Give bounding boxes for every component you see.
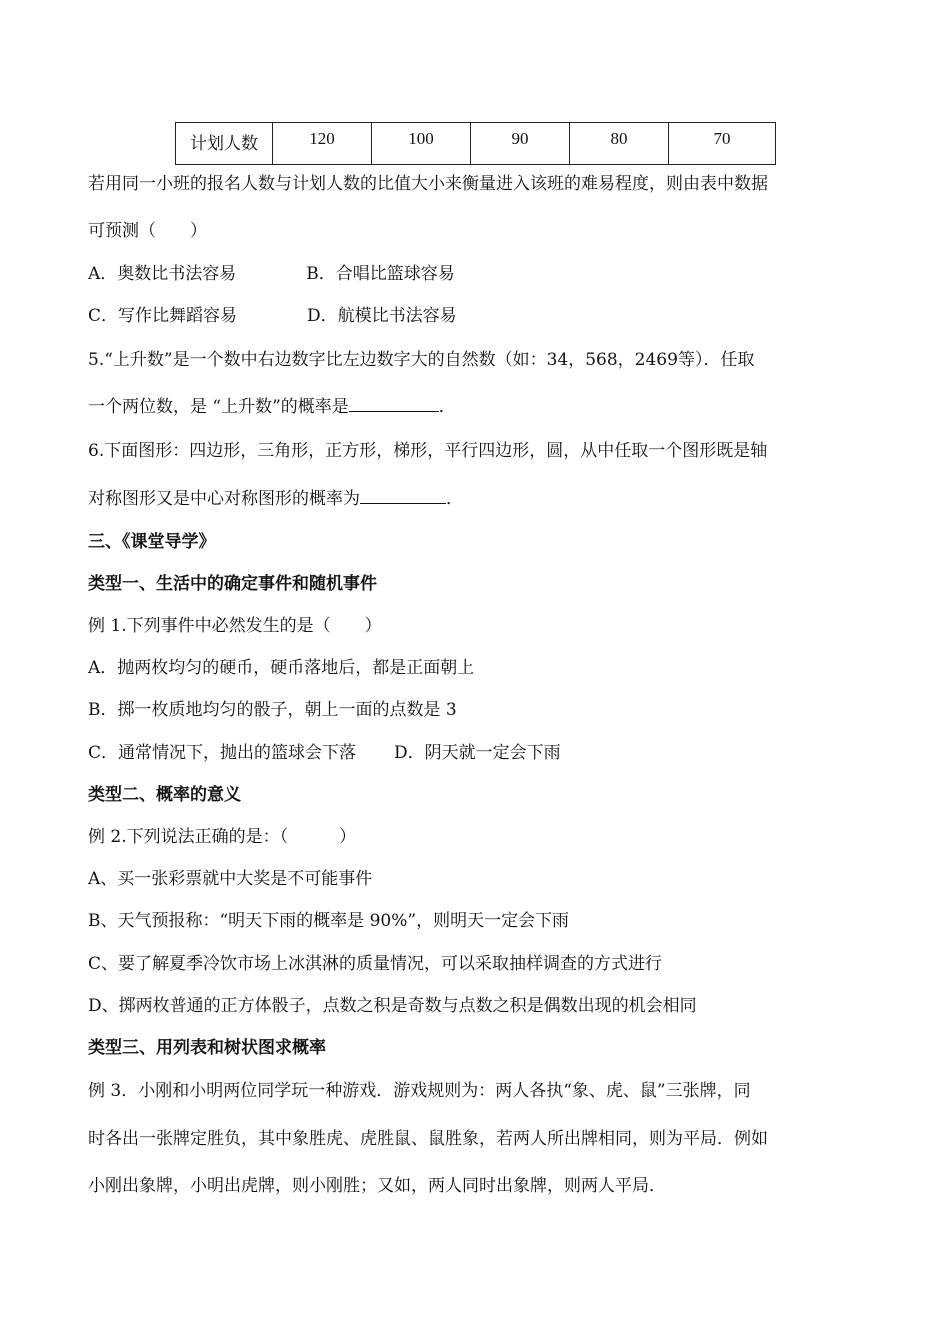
q4-stem-line2: 可预测（ ） <box>88 221 207 241</box>
table-cell: 80 <box>570 123 669 165</box>
type3-heading: 类型三、用列表和树状图求概率 <box>88 1038 326 1058</box>
q4-option-a: A．奥数比书法容易 <box>88 264 237 284</box>
q4-option-b: B．合唱比篮球容易 <box>306 264 455 284</box>
example1-question: 例 1.下列事件中必然发生的是（ ） <box>88 616 382 636</box>
example3-line1: 例 3．小刚和小明两位同学玩一种游戏．游戏规则为：两人各执“象、虎、鼠”三张牌，同 <box>88 1081 751 1101</box>
example1-option-d: D．阴天就一定会下雨 <box>394 743 561 763</box>
section-heading: 三、《课堂导学》 <box>88 532 216 552</box>
example1-option-a: A．抛两枚均匀的硬币，硬币落地后，都是正面朝上 <box>88 658 475 678</box>
example3-line2: 时各出一张牌定胜负，其中象胜虎、虎胜鼠、鼠胜象，若两人所出牌相同，则为平局．例如 <box>88 1129 768 1149</box>
example2-question: 例 2.下列说法正确的是：（ ） <box>88 827 357 847</box>
type2-heading: 类型二、概率的意义 <box>88 785 241 805</box>
q4-options-cd <box>88 306 457 326</box>
example1-option-c: C．通常情况下，抛出的篮球会下落 <box>88 743 357 763</box>
table-cell: 120 <box>273 123 372 165</box>
table-cell: 100 <box>372 123 471 165</box>
table-row-header: 计划人数 <box>176 123 273 165</box>
table-cell: 90 <box>471 123 570 165</box>
plan-count-table <box>175 122 776 165</box>
q5-answer-blank <box>349 411 439 412</box>
example3-line3: 小刚出象牌，小明出虎牌，则小刚胜；又如，两人同时出象牌，则两人平局． <box>88 1176 666 1196</box>
example1-option-b: B．掷一枚质地均匀的骰子，朝上一面的点数是 3 <box>88 700 457 720</box>
example1-options-cd <box>88 743 561 763</box>
q6-stem-line2: 对称图形又是中心对称图形的概率为 ． <box>88 489 463 509</box>
q4-option-d: D．航模比书法容易 <box>307 306 457 326</box>
q4-stem-line1: 若用同一小班的报名人数与计划人数的比值大小来衡量进入该班的难易程度，则由表中数据 <box>88 174 768 194</box>
example2-option-a: A、买一张彩票就中大奖是不可能事件 <box>88 869 373 889</box>
type1-heading: 类型一、生活中的确定事件和随机事件 <box>88 574 377 594</box>
example2-option-d: D、掷两枚普通的正方体骰子，点数之积是奇数与点数之积是偶数出现的机会相同 <box>88 996 697 1016</box>
q5-stem-line1: 5.“上升数”是一个数中右边数字比左边数字大的自然数（如：34，568，2469等）．任取 <box>88 350 755 370</box>
example2-option-c: C、要了解夏季冷饮市场上冰淇淋的质量情况，可以采取抽样调查的方式进行 <box>88 954 663 974</box>
q6-answer-blank <box>360 503 446 504</box>
q5-stem-line2: 一个两位数，是 “上升数”的概率是 ． <box>88 397 456 417</box>
q6-stem-line1: 6.下面图形：四边形，三角形，正方形，梯形，平行四边形，圆，从中任取一个图形既是轴 <box>88 441 768 461</box>
table-cell: 70 <box>669 123 776 165</box>
example2-option-b: B、天气预报称：“明天下雨的概率是 90%”，则明天一定会下雨 <box>88 911 570 931</box>
q4-option-c: C．写作比舞蹈容易 <box>88 306 238 326</box>
q4-options-ab <box>88 264 455 284</box>
table-row <box>176 123 776 165</box>
